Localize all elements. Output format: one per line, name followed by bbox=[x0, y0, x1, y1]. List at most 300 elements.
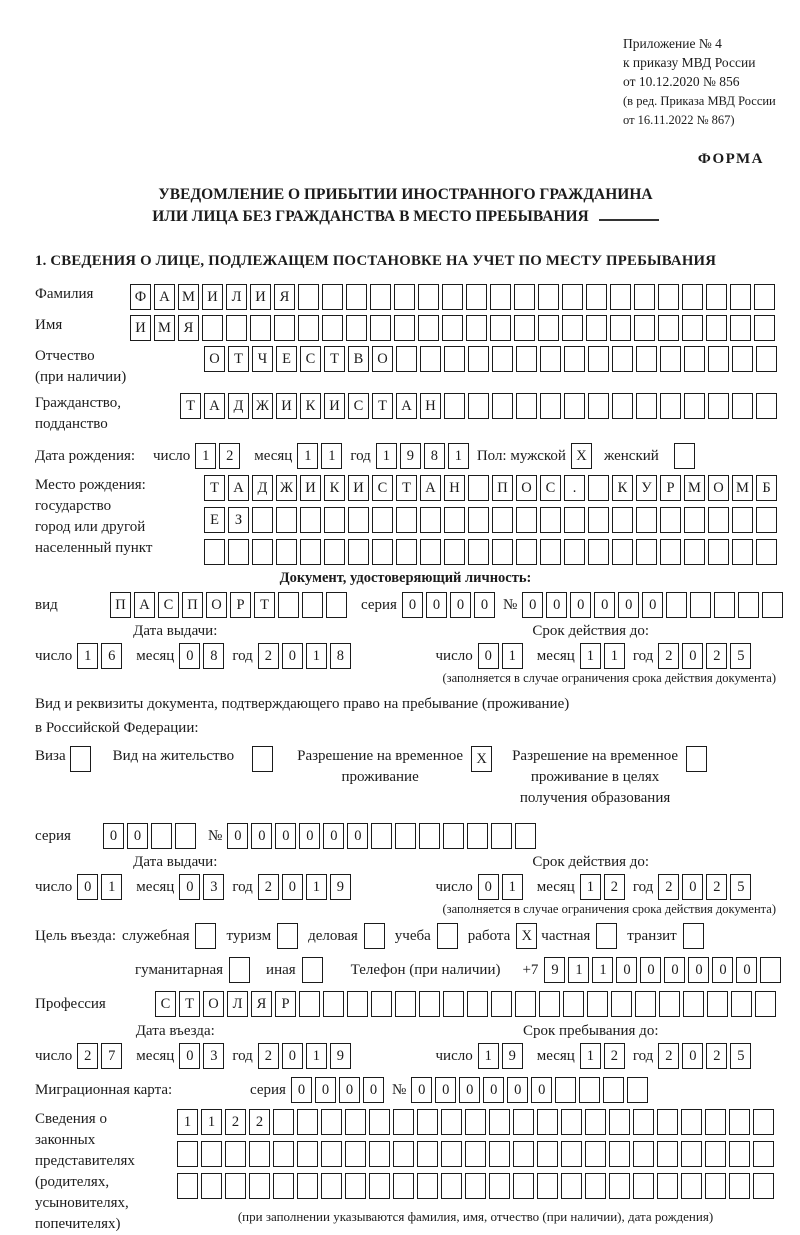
surname-cell[interactable] bbox=[730, 284, 751, 310]
firstname-cell[interactable] bbox=[466, 315, 487, 341]
entry-year-cell[interactable]: 9 bbox=[330, 1043, 351, 1069]
rvp-number-cell[interactable] bbox=[419, 823, 440, 849]
surname-cell[interactable] bbox=[562, 284, 583, 310]
birth-day-cell[interactable]: 1 bbox=[195, 443, 216, 469]
representatives-cell[interactable] bbox=[249, 1173, 270, 1199]
birthplace-cell[interactable] bbox=[204, 539, 225, 565]
birthplace-cell[interactable] bbox=[252, 539, 273, 565]
doc-kind-cell[interactable]: П bbox=[182, 592, 203, 618]
birthplace-cell[interactable] bbox=[756, 539, 777, 565]
surname-cell[interactable]: А bbox=[154, 284, 175, 310]
citizenship-cell[interactable] bbox=[588, 393, 609, 419]
profession-cell[interactable] bbox=[347, 991, 368, 1017]
firstname-cell[interactable] bbox=[298, 315, 319, 341]
surname-cell[interactable] bbox=[322, 284, 343, 310]
citizenship-cell[interactable] bbox=[684, 393, 705, 419]
representatives-cell[interactable] bbox=[657, 1141, 678, 1167]
representatives-cell[interactable] bbox=[393, 1109, 414, 1135]
rvp-issue-year-cell[interactable]: 2 bbox=[258, 874, 279, 900]
profession-cell[interactable] bbox=[611, 991, 632, 1017]
rvp-number-cell[interactable]: 0 bbox=[347, 823, 368, 849]
purpose-opt5-checkbox-cell[interactable]: X bbox=[516, 923, 537, 949]
patronymic-cell[interactable] bbox=[756, 346, 777, 372]
patronymic-cell[interactable] bbox=[396, 346, 417, 372]
representatives-cell[interactable] bbox=[345, 1109, 366, 1135]
doc-number-cell[interactable]: 0 bbox=[642, 592, 663, 618]
birthplace-cell[interactable] bbox=[252, 507, 273, 533]
passport-issue-year-cell[interactable]: 2 bbox=[258, 643, 279, 669]
birth-year-cell[interactable]: 8 bbox=[424, 443, 445, 469]
phone-digit-cell[interactable]: 0 bbox=[640, 957, 661, 983]
rvp-expiry-year-cell[interactable]: 2 bbox=[706, 874, 727, 900]
birthplace-cell[interactable]: Н bbox=[444, 475, 465, 501]
representatives-cell[interactable] bbox=[657, 1109, 678, 1135]
passport-expiry-day-cell[interactable]: 1 bbox=[502, 643, 523, 669]
entry-month-cell[interactable]: 3 bbox=[203, 1043, 224, 1069]
surname-cell[interactable] bbox=[346, 284, 367, 310]
representatives-cell[interactable] bbox=[705, 1109, 726, 1135]
representatives-cell[interactable] bbox=[585, 1141, 606, 1167]
doc-kind-cell[interactable]: О bbox=[206, 592, 227, 618]
profession-cell[interactable] bbox=[395, 991, 416, 1017]
surname-cell[interactable]: Я bbox=[274, 284, 295, 310]
citizenship-cell[interactable] bbox=[564, 393, 585, 419]
profession-cell[interactable] bbox=[659, 991, 680, 1017]
patronymic-cell[interactable] bbox=[588, 346, 609, 372]
birthplace-cell[interactable] bbox=[660, 507, 681, 533]
patronymic-cell[interactable]: Т bbox=[228, 346, 249, 372]
purpose-opt9-checkbox-cell[interactable] bbox=[302, 957, 323, 983]
gender-male-checkbox-cell[interactable]: X bbox=[571, 443, 592, 469]
representatives-cell[interactable] bbox=[297, 1173, 318, 1199]
firstname-cell[interactable] bbox=[226, 315, 247, 341]
migration-number-cell[interactable]: 0 bbox=[507, 1077, 528, 1103]
rvp-expiry-month-cell[interactable]: 1 bbox=[580, 874, 601, 900]
birthplace-cell[interactable] bbox=[732, 507, 753, 533]
phone-digit-cell[interactable]: 0 bbox=[736, 957, 757, 983]
surname-cell[interactable] bbox=[298, 284, 319, 310]
representatives-cell[interactable] bbox=[729, 1173, 750, 1199]
surname-cell[interactable] bbox=[490, 284, 511, 310]
patronymic-cell[interactable] bbox=[732, 346, 753, 372]
doc-kind-cell[interactable] bbox=[302, 592, 323, 618]
rvp-issue-year-cell[interactable]: 0 bbox=[282, 874, 303, 900]
entry-year-cell[interactable]: 0 bbox=[282, 1043, 303, 1069]
firstname-cell[interactable] bbox=[514, 315, 535, 341]
birthplace-cell[interactable]: А bbox=[420, 475, 441, 501]
surname-cell[interactable] bbox=[418, 284, 439, 310]
citizenship-cell[interactable]: Ж bbox=[252, 393, 273, 419]
firstname-cell[interactable] bbox=[562, 315, 583, 341]
representatives-cell[interactable] bbox=[753, 1173, 774, 1199]
representatives-cell[interactable] bbox=[441, 1173, 462, 1199]
firstname-cell[interactable] bbox=[490, 315, 511, 341]
birthplace-cell[interactable] bbox=[540, 539, 561, 565]
citizenship-cell[interactable]: Т bbox=[372, 393, 393, 419]
birthplace-cell[interactable] bbox=[468, 539, 489, 565]
birth-year-cell[interactable]: 1 bbox=[448, 443, 469, 469]
phone-digit-cell[interactable]: 0 bbox=[688, 957, 709, 983]
passport-expiry-year-cell[interactable]: 2 bbox=[706, 643, 727, 669]
birthplace-cell[interactable]: Т bbox=[396, 475, 417, 501]
representatives-cell[interactable] bbox=[225, 1141, 246, 1167]
surname-cell[interactable] bbox=[754, 284, 775, 310]
representatives-cell[interactable] bbox=[273, 1173, 294, 1199]
representatives-cell[interactable] bbox=[489, 1173, 510, 1199]
representatives-cell[interactable] bbox=[393, 1173, 414, 1199]
birthplace-cell[interactable] bbox=[300, 539, 321, 565]
birthplace-cell[interactable] bbox=[612, 539, 633, 565]
migration-number-cell[interactable] bbox=[603, 1077, 624, 1103]
firstname-cell[interactable] bbox=[586, 315, 607, 341]
rvp-number-cell[interactable] bbox=[443, 823, 464, 849]
profession-cell[interactable]: Т bbox=[179, 991, 200, 1017]
representatives-cell[interactable] bbox=[585, 1173, 606, 1199]
birthplace-cell[interactable]: И bbox=[348, 475, 369, 501]
entry-day-cell[interactable]: 2 bbox=[77, 1043, 98, 1069]
representatives-cell[interactable] bbox=[201, 1173, 222, 1199]
rvp-expiry-year-cell[interactable]: 0 bbox=[682, 874, 703, 900]
rvp-number-cell[interactable] bbox=[371, 823, 392, 849]
passport-issue-day-cell[interactable]: 6 bbox=[101, 643, 122, 669]
birthplace-cell[interactable]: Д bbox=[252, 475, 273, 501]
purpose-opt2-checkbox-cell[interactable] bbox=[277, 923, 298, 949]
profession-cell[interactable] bbox=[323, 991, 344, 1017]
firstname-cell[interactable] bbox=[610, 315, 631, 341]
birthplace-cell[interactable]: О bbox=[708, 475, 729, 501]
stay-year-cell[interactable]: 5 bbox=[730, 1043, 751, 1069]
phone-digit-cell[interactable]: 9 bbox=[544, 957, 565, 983]
firstname-cell[interactable]: М bbox=[154, 315, 175, 341]
birthplace-cell[interactable]: Е bbox=[204, 507, 225, 533]
representatives-cell[interactable] bbox=[633, 1173, 654, 1199]
passport-expiry-year-cell[interactable]: 0 bbox=[682, 643, 703, 669]
representatives-cell[interactable] bbox=[729, 1109, 750, 1135]
visa-checkbox-cell[interactable] bbox=[70, 746, 91, 772]
doc-kind-cell[interactable]: С bbox=[158, 592, 179, 618]
doc-series-cell[interactable]: 0 bbox=[474, 592, 495, 618]
surname-cell[interactable] bbox=[682, 284, 703, 310]
passport-issue-day-cell[interactable]: 1 bbox=[77, 643, 98, 669]
patronymic-cell[interactable]: О bbox=[204, 346, 225, 372]
rvp-series-cell[interactable]: 0 bbox=[127, 823, 148, 849]
rvp-number-cell[interactable]: 0 bbox=[299, 823, 320, 849]
birthplace-cell[interactable] bbox=[420, 539, 441, 565]
representatives-cell[interactable] bbox=[657, 1173, 678, 1199]
birthplace-cell[interactable] bbox=[324, 539, 345, 565]
phone-digit-cell[interactable] bbox=[760, 957, 781, 983]
firstname-cell[interactable] bbox=[274, 315, 295, 341]
doc-number-cell[interactable]: 0 bbox=[522, 592, 543, 618]
stay-year-cell[interactable]: 2 bbox=[706, 1043, 727, 1069]
firstname-cell[interactable] bbox=[538, 315, 559, 341]
representatives-cell[interactable] bbox=[633, 1141, 654, 1167]
representatives-cell[interactable] bbox=[513, 1173, 534, 1199]
rvp-issue-year-cell[interactable]: 1 bbox=[306, 874, 327, 900]
profession-cell[interactable]: Р bbox=[275, 991, 296, 1017]
migration-number-cell[interactable] bbox=[579, 1077, 600, 1103]
representatives-cell[interactable] bbox=[681, 1141, 702, 1167]
doc-kind-cell[interactable]: П bbox=[110, 592, 131, 618]
surname-cell[interactable] bbox=[706, 284, 727, 310]
profession-cell[interactable] bbox=[755, 991, 776, 1017]
birthplace-cell[interactable] bbox=[516, 539, 537, 565]
passport-issue-year-cell[interactable]: 1 bbox=[306, 643, 327, 669]
migration-number-cell[interactable] bbox=[627, 1077, 648, 1103]
birthplace-cell[interactable]: Т bbox=[204, 475, 225, 501]
birthplace-cell[interactable] bbox=[348, 507, 369, 533]
representatives-cell[interactable] bbox=[729, 1141, 750, 1167]
profession-cell[interactable]: О bbox=[203, 991, 224, 1017]
profession-cell[interactable] bbox=[443, 991, 464, 1017]
surname-cell[interactable] bbox=[538, 284, 559, 310]
rvp-number-cell[interactable] bbox=[491, 823, 512, 849]
birthplace-cell[interactable] bbox=[684, 507, 705, 533]
phone-digit-cell[interactable]: 1 bbox=[592, 957, 613, 983]
citizenship-cell[interactable]: Д bbox=[228, 393, 249, 419]
purpose-opt6-checkbox-cell[interactable] bbox=[596, 923, 617, 949]
representatives-cell[interactable] bbox=[201, 1141, 222, 1167]
citizenship-cell[interactable] bbox=[732, 393, 753, 419]
representatives-cell[interactable] bbox=[369, 1173, 390, 1199]
birthplace-cell[interactable] bbox=[612, 507, 633, 533]
profession-cell[interactable] bbox=[371, 991, 392, 1017]
migration-number-cell[interactable]: 0 bbox=[531, 1077, 552, 1103]
representatives-cell[interactable] bbox=[681, 1173, 702, 1199]
patronymic-cell[interactable] bbox=[684, 346, 705, 372]
patronymic-cell[interactable] bbox=[660, 346, 681, 372]
representatives-cell[interactable] bbox=[441, 1109, 462, 1135]
representatives-cell[interactable] bbox=[177, 1173, 198, 1199]
doc-number-cell[interactable] bbox=[690, 592, 711, 618]
stay-day-cell[interactable]: 9 bbox=[502, 1043, 523, 1069]
representatives-cell[interactable] bbox=[465, 1173, 486, 1199]
patronymic-cell[interactable] bbox=[636, 346, 657, 372]
patronymic-cell[interactable]: С bbox=[300, 346, 321, 372]
representatives-cell[interactable] bbox=[561, 1109, 582, 1135]
birthplace-cell[interactable]: А bbox=[228, 475, 249, 501]
passport-expiry-year-cell[interactable]: 2 bbox=[658, 643, 679, 669]
passport-expiry-year-cell[interactable]: 5 bbox=[730, 643, 751, 669]
patronymic-cell[interactable] bbox=[420, 346, 441, 372]
patronymic-cell[interactable] bbox=[564, 346, 585, 372]
doc-number-cell[interactable] bbox=[762, 592, 783, 618]
firstname-cell[interactable] bbox=[442, 315, 463, 341]
representatives-cell[interactable] bbox=[465, 1141, 486, 1167]
passport-issue-year-cell[interactable]: 0 bbox=[282, 643, 303, 669]
rvp-number-cell[interactable]: 0 bbox=[323, 823, 344, 849]
phone-digit-cell[interactable]: 0 bbox=[664, 957, 685, 983]
birth-month-cell[interactable]: 1 bbox=[297, 443, 318, 469]
citizenship-cell[interactable] bbox=[492, 393, 513, 419]
representatives-cell[interactable] bbox=[705, 1141, 726, 1167]
doc-series-cell[interactable]: 0 bbox=[402, 592, 423, 618]
representatives-cell[interactable] bbox=[297, 1141, 318, 1167]
representatives-cell[interactable] bbox=[537, 1109, 558, 1135]
birth-year-cell[interactable]: 9 bbox=[400, 443, 421, 469]
representatives-cell[interactable] bbox=[321, 1109, 342, 1135]
citizenship-cell[interactable]: А bbox=[396, 393, 417, 419]
stay-day-cell[interactable]: 1 bbox=[478, 1043, 499, 1069]
rvp-expiry-day-cell[interactable]: 1 bbox=[502, 874, 523, 900]
representatives-cell[interactable] bbox=[537, 1173, 558, 1199]
firstname-cell[interactable] bbox=[706, 315, 727, 341]
citizenship-cell[interactable] bbox=[444, 393, 465, 419]
representatives-cell[interactable] bbox=[609, 1109, 630, 1135]
firstname-cell[interactable] bbox=[202, 315, 223, 341]
surname-cell[interactable]: И bbox=[250, 284, 271, 310]
surname-cell[interactable] bbox=[610, 284, 631, 310]
birthplace-cell[interactable] bbox=[444, 539, 465, 565]
profession-cell[interactable] bbox=[587, 991, 608, 1017]
migration-number-cell[interactable]: 0 bbox=[483, 1077, 504, 1103]
representatives-cell[interactable] bbox=[393, 1141, 414, 1167]
citizenship-cell[interactable] bbox=[540, 393, 561, 419]
birthplace-cell[interactable] bbox=[348, 539, 369, 565]
rvp-number-cell[interactable]: 0 bbox=[275, 823, 296, 849]
representatives-cell[interactable] bbox=[249, 1141, 270, 1167]
birthplace-cell[interactable]: М bbox=[732, 475, 753, 501]
representatives-cell[interactable] bbox=[513, 1109, 534, 1135]
representatives-cell[interactable] bbox=[321, 1173, 342, 1199]
rvp-number-cell[interactable]: 0 bbox=[227, 823, 248, 849]
citizenship-cell[interactable]: К bbox=[300, 393, 321, 419]
doc-kind-cell[interactable]: А bbox=[134, 592, 155, 618]
rvp-number-cell[interactable] bbox=[515, 823, 536, 849]
stay-month-cell[interactable]: 2 bbox=[604, 1043, 625, 1069]
representatives-cell[interactable] bbox=[177, 1141, 198, 1167]
representatives-cell[interactable]: 2 bbox=[249, 1109, 270, 1135]
migration-number-cell[interactable]: 0 bbox=[459, 1077, 480, 1103]
purpose-opt1-checkbox-cell[interactable] bbox=[195, 923, 216, 949]
birthplace-cell[interactable] bbox=[276, 507, 297, 533]
representatives-cell[interactable] bbox=[465, 1109, 486, 1135]
firstname-cell[interactable] bbox=[730, 315, 751, 341]
surname-cell[interactable] bbox=[466, 284, 487, 310]
passport-issue-month-cell[interactable]: 8 bbox=[203, 643, 224, 669]
stay-year-cell[interactable]: 2 bbox=[658, 1043, 679, 1069]
stay-year-cell[interactable]: 0 bbox=[682, 1043, 703, 1069]
profession-cell[interactable] bbox=[707, 991, 728, 1017]
doc-kind-cell[interactable] bbox=[278, 592, 299, 618]
doc-series-cell[interactable]: 0 bbox=[426, 592, 447, 618]
phone-digit-cell[interactable]: 0 bbox=[712, 957, 733, 983]
passport-issue-month-cell[interactable]: 0 bbox=[179, 643, 200, 669]
rvp-expiry-day-cell[interactable]: 0 bbox=[478, 874, 499, 900]
firstname-cell[interactable] bbox=[634, 315, 655, 341]
birthplace-cell[interactable] bbox=[372, 539, 393, 565]
surname-cell[interactable] bbox=[586, 284, 607, 310]
patronymic-cell[interactable]: В bbox=[348, 346, 369, 372]
birth-month-cell[interactable]: 1 bbox=[321, 443, 342, 469]
rvp-expiry-month-cell[interactable]: 2 bbox=[604, 874, 625, 900]
birthplace-cell[interactable] bbox=[396, 539, 417, 565]
migration-series-cell[interactable]: 0 bbox=[291, 1077, 312, 1103]
birthplace-cell[interactable]: Р bbox=[660, 475, 681, 501]
profession-cell[interactable] bbox=[419, 991, 440, 1017]
rvp-series-cell[interactable] bbox=[175, 823, 196, 849]
purpose-opt3-checkbox-cell[interactable] bbox=[364, 923, 385, 949]
representatives-cell[interactable]: 1 bbox=[201, 1109, 222, 1135]
firstname-cell[interactable] bbox=[250, 315, 271, 341]
representatives-cell[interactable] bbox=[633, 1109, 654, 1135]
citizenship-cell[interactable] bbox=[636, 393, 657, 419]
birth-day-cell[interactable]: 2 bbox=[219, 443, 240, 469]
surname-cell[interactable] bbox=[442, 284, 463, 310]
rvp-issue-day-cell[interactable]: 0 bbox=[77, 874, 98, 900]
representatives-cell[interactable] bbox=[561, 1141, 582, 1167]
representatives-cell[interactable] bbox=[417, 1109, 438, 1135]
firstname-cell[interactable] bbox=[658, 315, 679, 341]
birthplace-cell[interactable] bbox=[588, 539, 609, 565]
birthplace-cell[interactable]: З bbox=[228, 507, 249, 533]
patronymic-cell[interactable] bbox=[540, 346, 561, 372]
surname-cell[interactable] bbox=[394, 284, 415, 310]
birthplace-cell[interactable] bbox=[540, 507, 561, 533]
profession-cell[interactable]: Я bbox=[251, 991, 272, 1017]
rvp-number-cell[interactable]: 0 bbox=[251, 823, 272, 849]
patronymic-cell[interactable]: Е bbox=[276, 346, 297, 372]
surname-cell[interactable] bbox=[658, 284, 679, 310]
rvp-series-cell[interactable] bbox=[151, 823, 172, 849]
birthplace-cell[interactable] bbox=[684, 539, 705, 565]
rvp-number-cell[interactable] bbox=[467, 823, 488, 849]
birthplace-cell[interactable] bbox=[732, 539, 753, 565]
rvp-series-cell[interactable]: 0 bbox=[103, 823, 124, 849]
citizenship-cell[interactable] bbox=[612, 393, 633, 419]
birthplace-cell[interactable]: С bbox=[540, 475, 561, 501]
entry-year-cell[interactable]: 2 bbox=[258, 1043, 279, 1069]
citizenship-cell[interactable] bbox=[468, 393, 489, 419]
surname-cell[interactable] bbox=[370, 284, 391, 310]
surname-cell[interactable]: М bbox=[178, 284, 199, 310]
stay-month-cell[interactable]: 1 bbox=[580, 1043, 601, 1069]
rvp-expiry-year-cell[interactable]: 5 bbox=[730, 874, 751, 900]
passport-expiry-month-cell[interactable]: 1 bbox=[604, 643, 625, 669]
profession-cell[interactable] bbox=[683, 991, 704, 1017]
doc-number-cell[interactable]: 0 bbox=[570, 592, 591, 618]
citizenship-cell[interactable]: Н bbox=[420, 393, 441, 419]
representatives-cell[interactable] bbox=[753, 1141, 774, 1167]
birthplace-cell[interactable] bbox=[276, 539, 297, 565]
representatives-cell[interactable] bbox=[609, 1173, 630, 1199]
representatives-cell[interactable] bbox=[489, 1141, 510, 1167]
birthplace-cell[interactable]: Б bbox=[756, 475, 777, 501]
birthplace-cell[interactable] bbox=[660, 539, 681, 565]
citizenship-cell[interactable] bbox=[516, 393, 537, 419]
birthplace-cell[interactable]: О bbox=[516, 475, 537, 501]
citizenship-cell[interactable]: Т bbox=[180, 393, 201, 419]
representatives-cell[interactable] bbox=[225, 1173, 246, 1199]
migration-number-cell[interactable] bbox=[555, 1077, 576, 1103]
representatives-cell[interactable] bbox=[321, 1141, 342, 1167]
birthplace-cell[interactable]: П bbox=[492, 475, 513, 501]
birthplace-cell[interactable]: . bbox=[564, 475, 585, 501]
migration-series-cell[interactable]: 0 bbox=[315, 1077, 336, 1103]
profession-cell[interactable] bbox=[563, 991, 584, 1017]
citizenship-cell[interactable]: А bbox=[204, 393, 225, 419]
patronymic-cell[interactable] bbox=[444, 346, 465, 372]
citizenship-cell[interactable]: С bbox=[348, 393, 369, 419]
birthplace-cell[interactable] bbox=[492, 539, 513, 565]
passport-expiry-day-cell[interactable]: 0 bbox=[478, 643, 499, 669]
birthplace-cell[interactable] bbox=[708, 507, 729, 533]
surname-cell[interactable] bbox=[514, 284, 535, 310]
representatives-cell[interactable]: 1 bbox=[177, 1109, 198, 1135]
profession-cell[interactable]: С bbox=[155, 991, 176, 1017]
birthplace-cell[interactable] bbox=[636, 539, 657, 565]
birthplace-cell[interactable] bbox=[396, 507, 417, 533]
